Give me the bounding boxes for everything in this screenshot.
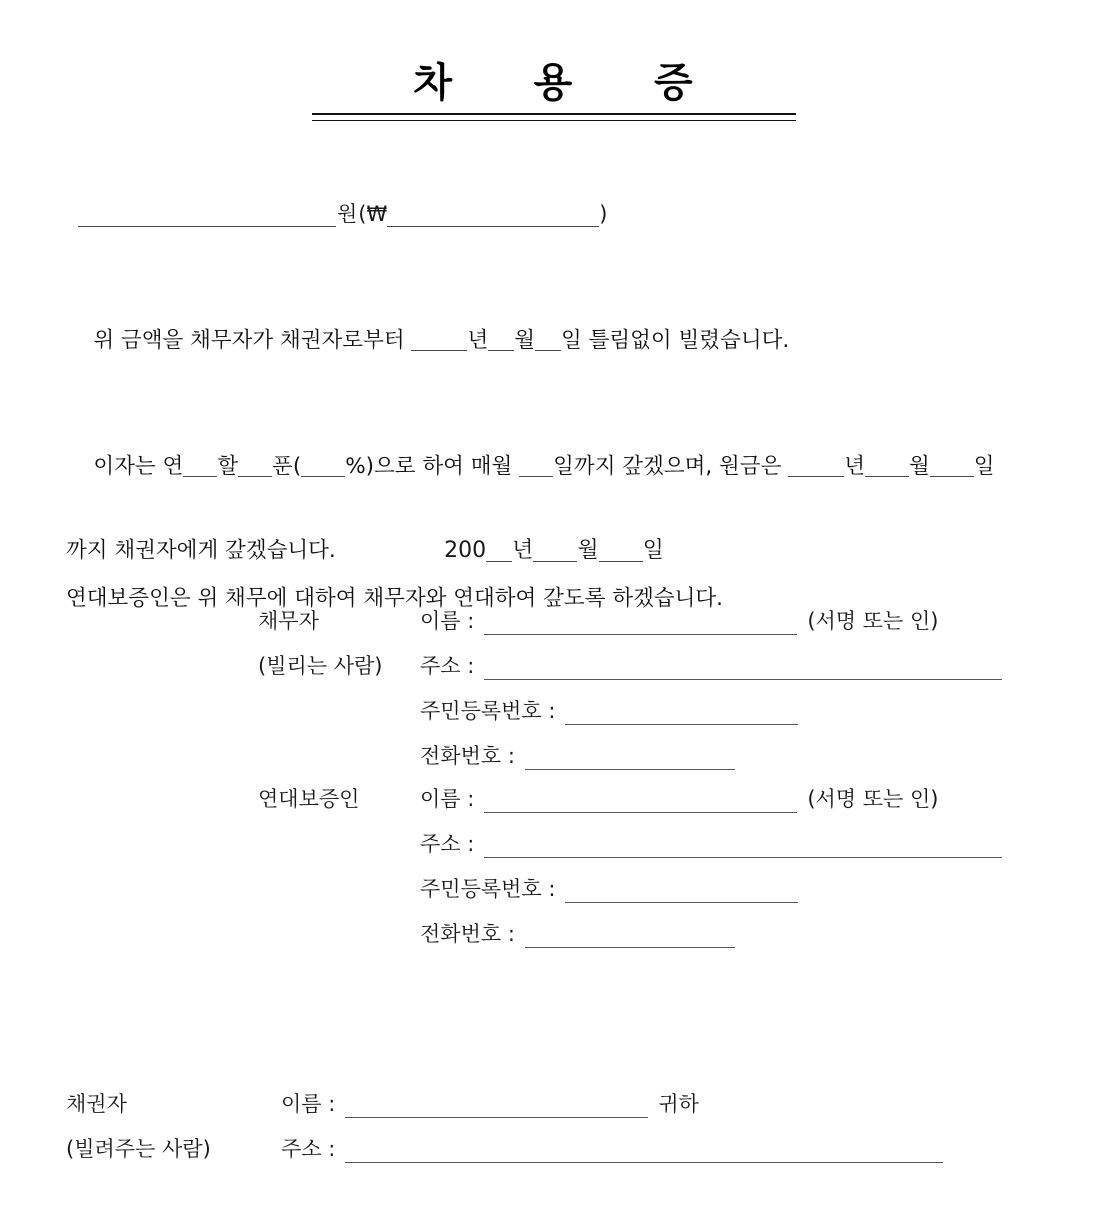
debtor-address-label: 주소 : <box>420 654 475 678</box>
amount-won-label: 원 <box>337 202 358 226</box>
body-line-1-part-d: 일 틀림없이 빌렸습니다. <box>561 328 790 353</box>
guarantor-name-input[interactable] <box>484 786 797 813</box>
guarantor-rrn-field-group <box>420 875 798 903</box>
creditor-block <box>66 1073 1046 1163</box>
debtor-address-input[interactable] <box>484 653 1002 680</box>
creditor-name-row <box>66 1073 1046 1118</box>
debtor-name-input[interactable] <box>484 608 797 635</box>
signing-date-month-label: 월 <box>577 538 599 563</box>
signing-date-year-prefix: 200 <box>444 538 487 563</box>
signing-date-year-field[interactable] <box>486 537 512 562</box>
loan-date-day-field[interactable] <box>535 326 561 351</box>
guarantor-rrn-input[interactable] <box>565 876 798 903</box>
debtor-tel-row <box>258 725 1058 770</box>
body-line-2-part-a: 이자는 연 <box>93 454 184 479</box>
signing-date-month-field[interactable] <box>533 537 577 562</box>
creditor-honorific: 귀하 <box>658 1092 699 1116</box>
creditor-party-label: 채권자 <box>66 1092 127 1116</box>
guarantor-rrn-label: 주민등록번호 : <box>420 877 556 901</box>
debtor-address-field-group <box>420 652 1002 680</box>
amount-hangul-field[interactable] <box>78 200 336 227</box>
signing-date-day-field[interactable] <box>599 537 643 562</box>
body-line-4: 연대보증인은 위 채무에 대하여 채무자와 연대하여 갚도록 하겠습니다. <box>66 586 723 611</box>
debtor-tel-label: 전화번호 : <box>420 744 515 768</box>
debtor-name-field-group <box>420 607 939 635</box>
creditor-address-field-group <box>281 1135 943 1163</box>
guarantor-tel-label: 전화번호 : <box>420 922 515 946</box>
monthly-payday-field[interactable] <box>519 452 553 477</box>
body-line-2-part-b: 할 <box>217 454 239 479</box>
body-line-2-part-h: 일 <box>973 454 995 479</box>
guarantor-address-row <box>258 813 1058 858</box>
guarantor-rrn-row <box>258 858 1058 903</box>
amount-row <box>78 193 638 227</box>
guarantor-name-field-group <box>420 785 939 813</box>
debtor-rrn-field-group <box>420 697 798 725</box>
loan-date-month-field[interactable] <box>488 326 514 351</box>
body-line-2-part-e: 일까지 갚겠으며, 원금은 <box>553 454 789 479</box>
guarantor-block <box>258 768 1058 948</box>
creditor-address-input[interactable] <box>345 1136 943 1163</box>
title-double-underline <box>312 113 796 121</box>
debtor-rrn-input[interactable] <box>565 698 798 725</box>
guarantor-party-label: 연대보증인 <box>258 787 360 811</box>
guarantor-name-row <box>258 768 1058 813</box>
guarantor-address-field-group <box>420 830 1002 858</box>
creditor-party-sub-label: (빌려주는 사람) <box>66 1137 211 1161</box>
interest-pun-field[interactable] <box>238 452 272 477</box>
interest-percent-field[interactable] <box>301 452 345 477</box>
principal-due-month-field[interactable] <box>865 452 909 477</box>
body-line-1-part-b: 년 <box>467 328 489 353</box>
signing-date-day-label: 일 <box>642 538 664 563</box>
creditor-address-label: 주소 : <box>281 1137 336 1161</box>
signing-date-year-label: 년 <box>512 538 534 563</box>
creditor-address-row <box>66 1118 1046 1163</box>
guarantor-tel-field-group <box>420 920 735 948</box>
debtor-block <box>258 590 1058 770</box>
guarantor-sign-note: (서명 또는 인) <box>807 787 939 811</box>
debtor-rrn-row <box>258 680 1058 725</box>
guarantor-tel-input[interactable] <box>525 921 735 948</box>
debtor-tel-input[interactable] <box>525 743 735 770</box>
body-line-1-part-a: 위 금액을 채무자가 채권자로부터 <box>93 328 412 353</box>
principal-due-year-field[interactable] <box>788 452 844 477</box>
guarantor-tel-row <box>258 903 1058 948</box>
body-line-2-part-d: %)으로 하여 매월 <box>345 454 520 479</box>
currency-close-paren: ) <box>599 202 608 226</box>
debtor-address-row <box>258 635 1058 680</box>
body-line-3: 까지 채권자에게 갚겠습니다. <box>66 538 336 563</box>
body-line-1-part-c: 월 <box>514 328 536 353</box>
amount-numeric-field[interactable] <box>387 200 599 227</box>
debtor-sign-note: (서명 또는 인) <box>807 609 939 633</box>
page-title-text: 차 용 증 <box>413 60 695 106</box>
debtor-name-row <box>258 590 1058 635</box>
loan-date-year-field[interactable] <box>411 326 467 351</box>
body-line-1 <box>66 278 1046 404</box>
creditor-name-field-group <box>281 1090 699 1118</box>
creditor-name-input[interactable] <box>345 1091 648 1118</box>
principal-due-day-field[interactable] <box>930 452 974 477</box>
interest-hal-field[interactable] <box>183 452 217 477</box>
page-title <box>312 58 796 108</box>
body-text-block <box>66 278 1046 620</box>
debtor-tel-field-group <box>420 742 735 770</box>
signing-date-line <box>0 503 1094 567</box>
guarantor-name-label: 이름 : <box>420 787 475 811</box>
body-line-2-part-g: 월 <box>908 454 930 479</box>
debtor-rrn-label: 주민등록번호 : <box>420 699 556 723</box>
debtor-name-label: 이름 : <box>420 609 475 633</box>
guarantor-address-label: 주소 : <box>420 832 475 856</box>
currency-open-paren: (₩ <box>358 202 388 226</box>
creditor-name-label: 이름 : <box>281 1092 336 1116</box>
guarantor-address-input[interactable] <box>484 831 1002 858</box>
body-line-2-part-c: 푼( <box>272 454 302 479</box>
debtor-party-sub-label: (빌리는 사람) <box>258 654 383 678</box>
debtor-party-label: 채무자 <box>258 609 319 633</box>
body-line-2-part-f: 년 <box>844 454 865 479</box>
